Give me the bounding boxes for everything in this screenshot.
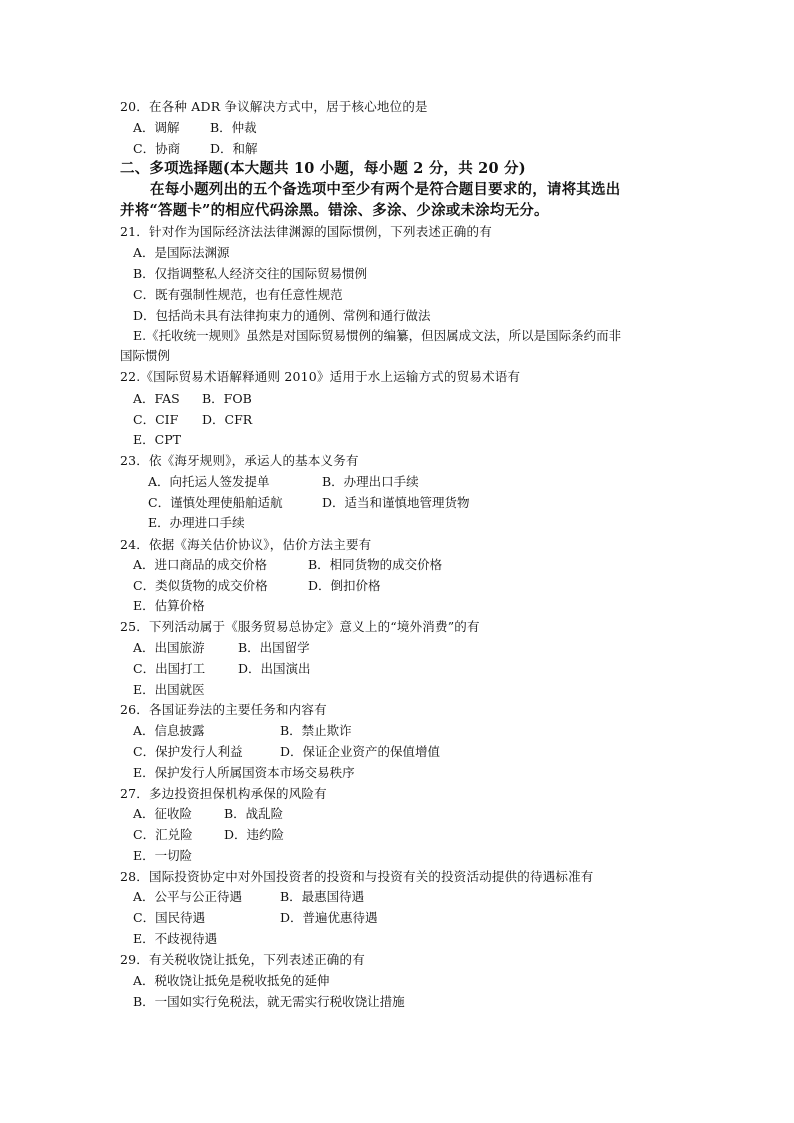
question-23-stem: 23．依《海牙规则》，承运人的基本义务有 [120, 453, 359, 468]
option-e: E．估算价格 [133, 598, 205, 613]
option-c: C．保护发行人利益 [133, 744, 243, 759]
option-b: B．仲裁 [210, 120, 257, 135]
option-b: B．战乱险 [224, 806, 284, 821]
question-28-stem: 28．国际投资协定中对外国投资者的投资和与投资有关的投资活动提供的待遇标准有 [120, 869, 594, 884]
option-d: D．保证企业资产的保值增值 [280, 744, 441, 759]
option-b: B．FOB [202, 391, 252, 406]
section-title: 二、多项选择题(本大题共 10 小题，每小题 2 分，共 20 分) [120, 160, 526, 177]
option-d: D．违约险 [224, 827, 285, 842]
option-a: A．调解 [133, 120, 180, 135]
question-29-stem: 29．有关税收饶让抵免，下列表述正确的有 [120, 952, 365, 967]
section-instructions-line2: 并将“答题卡”的相应代码涂黑。错涂、多涂、少涂或未涂均无分。 [120, 202, 549, 219]
option-b: B．相同货物的成交价格 [308, 557, 443, 572]
option-a: A．信息披露 [133, 723, 205, 738]
question-22-stem: 22.《国际贸易术语解释通则 2010》适用于水上运输方式的贸易术语有 [120, 369, 521, 384]
option-c: C．既有强制性规范，也有任意性规范 [133, 287, 343, 302]
option-a: A．公平与公正待遇 [133, 889, 243, 904]
option-b: B．仅指调整私人经济交往的国际贸易惯例 [133, 266, 368, 281]
option-b: B．一国如实行免税法，就无需实行税收饶让措施 [133, 994, 405, 1009]
option-b: B．禁止欺诈 [280, 723, 352, 738]
option-d: D．倒扣价格 [308, 578, 381, 593]
option-b: B．出国留学 [238, 640, 310, 655]
option-e: E．办理进口手续 [148, 515, 245, 530]
option-e: E．一切险 [133, 848, 193, 863]
question-26-stem: 26．各国证券法的主要任务和内容有 [120, 702, 327, 717]
option-d: D．CFR [202, 412, 253, 427]
option-c: C．汇兑险 [133, 827, 193, 842]
option-e: E．保护发行人所属国资本市场交易秩序 [133, 765, 355, 780]
option-a: A．是国际法渊源 [133, 245, 230, 260]
option-a: A．向托运人签发提单 [148, 474, 270, 489]
option-c: C．国民待遇 [133, 910, 206, 925]
option-a: A．FAS [133, 391, 180, 406]
question-24-stem: 24．依据《海关估价协议》，估价方法主要有 [120, 537, 372, 552]
option-d: D．普遍优惠待遇 [280, 910, 378, 925]
option-d: D．和解 [210, 141, 258, 156]
option-e-continuation: 国际惯例 [120, 348, 171, 363]
question-21-stem: 21．针对作为国际经济法法律渊源的国际惯例，下列表述正确的有 [120, 224, 492, 239]
option-c: C．谨慎处理使船舶适航 [148, 495, 283, 510]
option-c: C．CIF [133, 412, 179, 427]
option-c: C．类似货物的成交价格 [133, 578, 268, 593]
option-e: E．出国就医 [133, 682, 205, 697]
option-c: C．出国打工 [133, 661, 206, 676]
option-b: B．办理出口手续 [322, 474, 419, 489]
option-c: C．协商 [133, 141, 181, 156]
question-20-stem: 20．在各种 ADR 争议解决方式中，居于核心地位的是 [120, 99, 428, 114]
option-d: D．适当和谨慎地管理货物 [322, 495, 470, 510]
option-d: D．包括尚未具有法律拘束力的通例、常例和通行做法 [133, 308, 431, 323]
option-a: A．进口商品的成交价格 [133, 557, 268, 572]
option-b: B．最惠国待遇 [280, 889, 365, 904]
option-a: A．征收险 [133, 806, 193, 821]
option-e: E．不歧视待遇 [133, 931, 218, 946]
question-25-stem: 25．下列活动属于《服务贸易总协定》意义上的“境外消费”的有 [120, 619, 480, 634]
option-e: E.《托收统一规则》虽然是对国际贸易惯例的编纂，但因属成文法，所以是国际条约而非 [133, 328, 622, 343]
option-d: D．出国演出 [238, 661, 311, 676]
option-e: E．CPT [133, 432, 181, 447]
option-a: A．出国旅游 [133, 640, 205, 655]
question-27-stem: 27．多边投资担保机构承保的风险有 [120, 786, 327, 801]
option-a: A．税收饶让抵免是税收抵免的延伸 [133, 973, 330, 988]
section-instructions-line1: 在每小题列出的五个备选项中至少有两个是符合题目要求的，请将其选出 [150, 181, 621, 198]
